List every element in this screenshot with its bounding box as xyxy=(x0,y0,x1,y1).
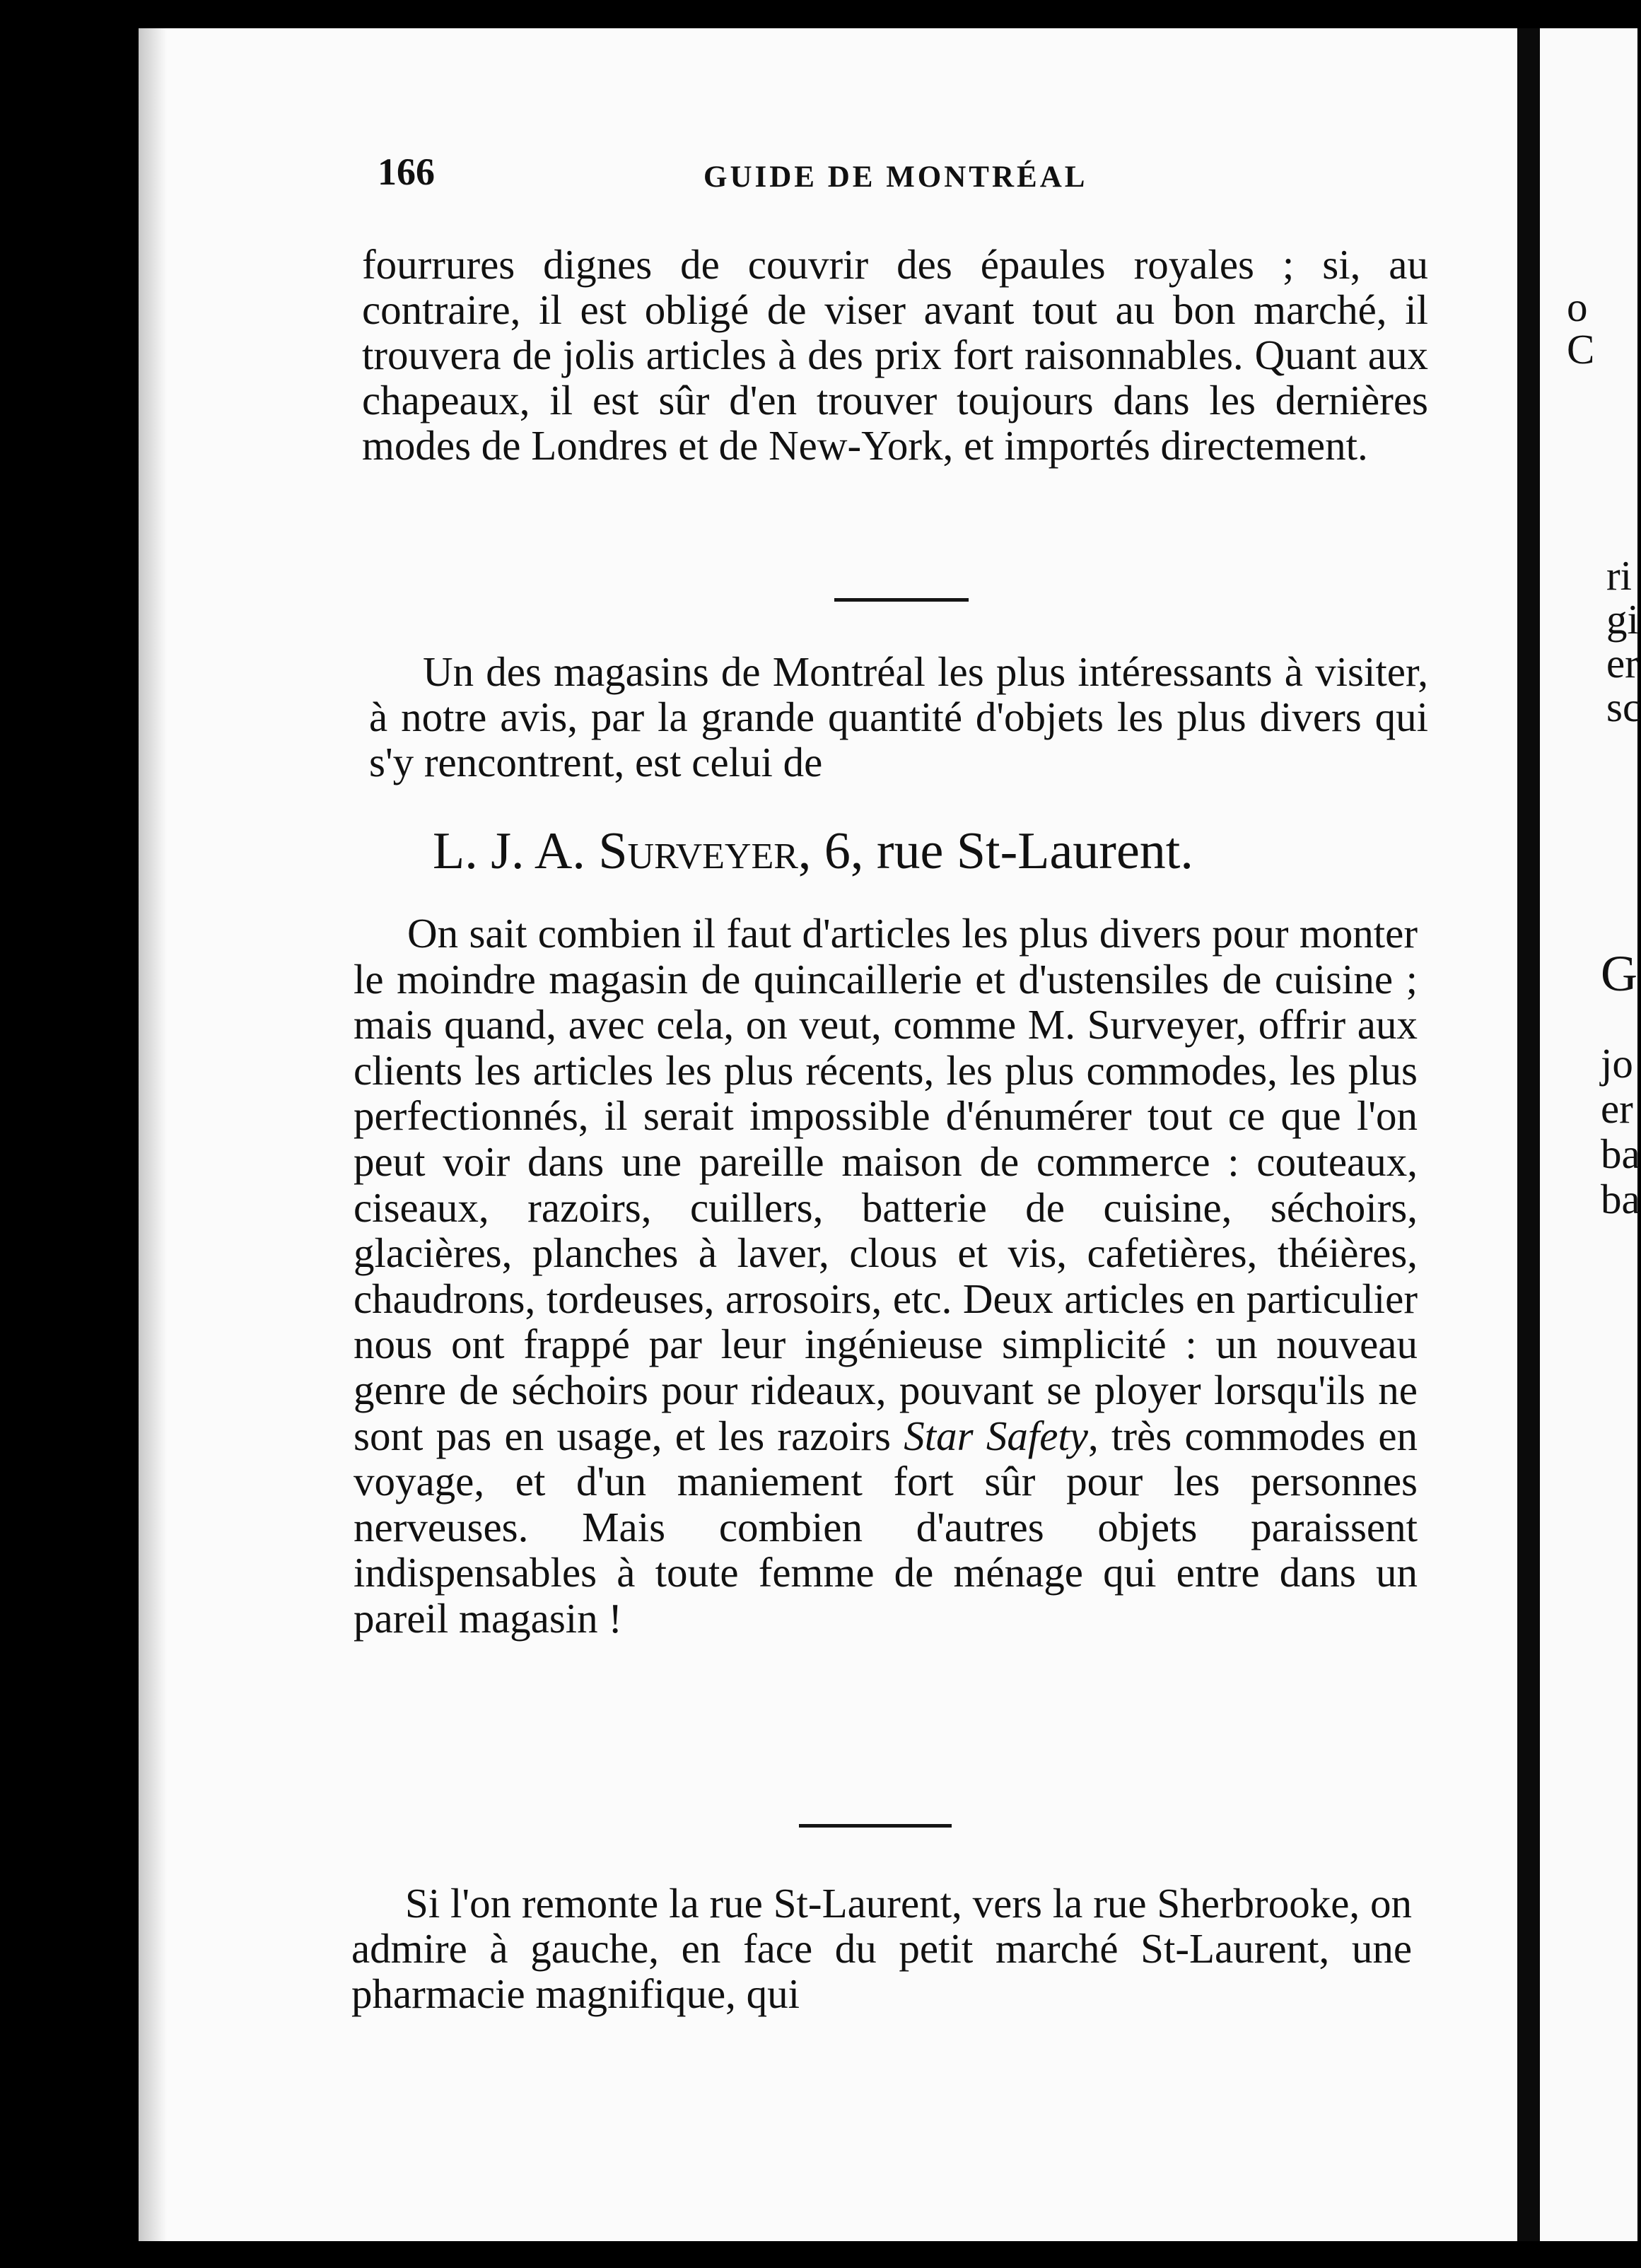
product-name-italic: Star Safety xyxy=(904,1412,1088,1459)
adjacent-page-fragment: o xyxy=(1567,284,1588,330)
adjacent-page-fragment: sc xyxy=(1606,684,1641,730)
page-gutter xyxy=(1517,28,1540,2241)
page-spine-shadow xyxy=(139,28,167,2241)
adjacent-page-fragment: C xyxy=(1567,326,1595,373)
heading-name: Surveyer xyxy=(598,822,798,880)
store-heading xyxy=(433,822,1193,882)
adjacent-page-fragment: er xyxy=(1601,1085,1633,1132)
paragraph-text-start: On sait combien il faut d'articles les plus divers pour monter le moindre magasin de quincaillerie et d'ustensiles de cuisine ; mais quand, avec cela, on veut, comme M. Surveyer, offrir aux clients les articles les plus récents, les plus commodes, les plus perfectionnés, il serait impossible d'énumérer tout ce que l'on peut voir dans une pareille maison de commerce : couteaux, ciseaux, razoirs, cuillers, batterie de cuisine, séchoirs, glacières, planches à laver, clous et vis, cafetières, théières, chaudrons, tordeuses, arrosoirs, etc. Deux articles en particulier nous ont frappé par leur ingénieuse simplicité : un nouveau genre de séchoirs pour rideaux, pouvant se ployer lorsqu'ils ne sont pas en usage, et les razoirs xyxy=(354,910,1418,1459)
paragraph-text-end: , très commodes en voyage, et d'un maniement fort sûr pour les personnes nerveuses. Mais combien d'autres objets paraissent indispensables à toute femme de ménage qui entre dans un pareil magasin ! xyxy=(354,1412,1418,1642)
adjacent-page-fragment: G xyxy=(1601,945,1637,1002)
page-number: 166 xyxy=(378,151,435,193)
section-divider xyxy=(799,1824,952,1828)
paragraph-furs: fourrures dignes de couvrir des épaules royales ; si, au contraire, il est obligé de viser avant tout au bon marché, il trouvera de jolis articles à des prix fort raisonnables. Quant aux chapeaux, il est sûr d'en trouver toujours dans les dernières modes de Londres et de New-York, et importés directement. xyxy=(362,241,1428,469)
adjacent-page-fragment: ba xyxy=(1601,1176,1640,1222)
heading-suffix: , 6, rue St-Laurent. xyxy=(798,822,1193,880)
section-divider xyxy=(834,598,969,602)
adjacent-page-fragment: er xyxy=(1606,640,1639,686)
running-title: GUIDE DE MONTRÉAL xyxy=(703,160,1088,194)
paragraph-text: Un des magasins de Montréal les plus intéressants à visiter, à notre avis, par la grande quantité d'objets les plus divers qui s'y rencontrent, est celui de xyxy=(369,648,1428,785)
paragraph-intro-store xyxy=(369,649,1428,785)
adjacent-page-fragment: jo xyxy=(1601,1040,1633,1087)
paragraph-hardware xyxy=(354,911,1418,1642)
adjacent-page xyxy=(1540,28,1641,2241)
adjacent-page-fragment: ri xyxy=(1606,552,1633,599)
adjacent-page-fragment: gi xyxy=(1606,596,1639,643)
paragraph-pharmacy xyxy=(351,1881,1412,2016)
paragraph-text: Si l'on remonte la rue St-Laurent, vers la rue Sherbrooke, on admire à gauche, en face du petit marché St-Laurent, une pharmacie magnifique, qui xyxy=(351,1880,1412,2017)
heading-prefix: L. J. A. xyxy=(433,822,599,880)
paragraph-text xyxy=(354,911,1418,1642)
adjacent-page-fragment: ba xyxy=(1601,1130,1640,1177)
